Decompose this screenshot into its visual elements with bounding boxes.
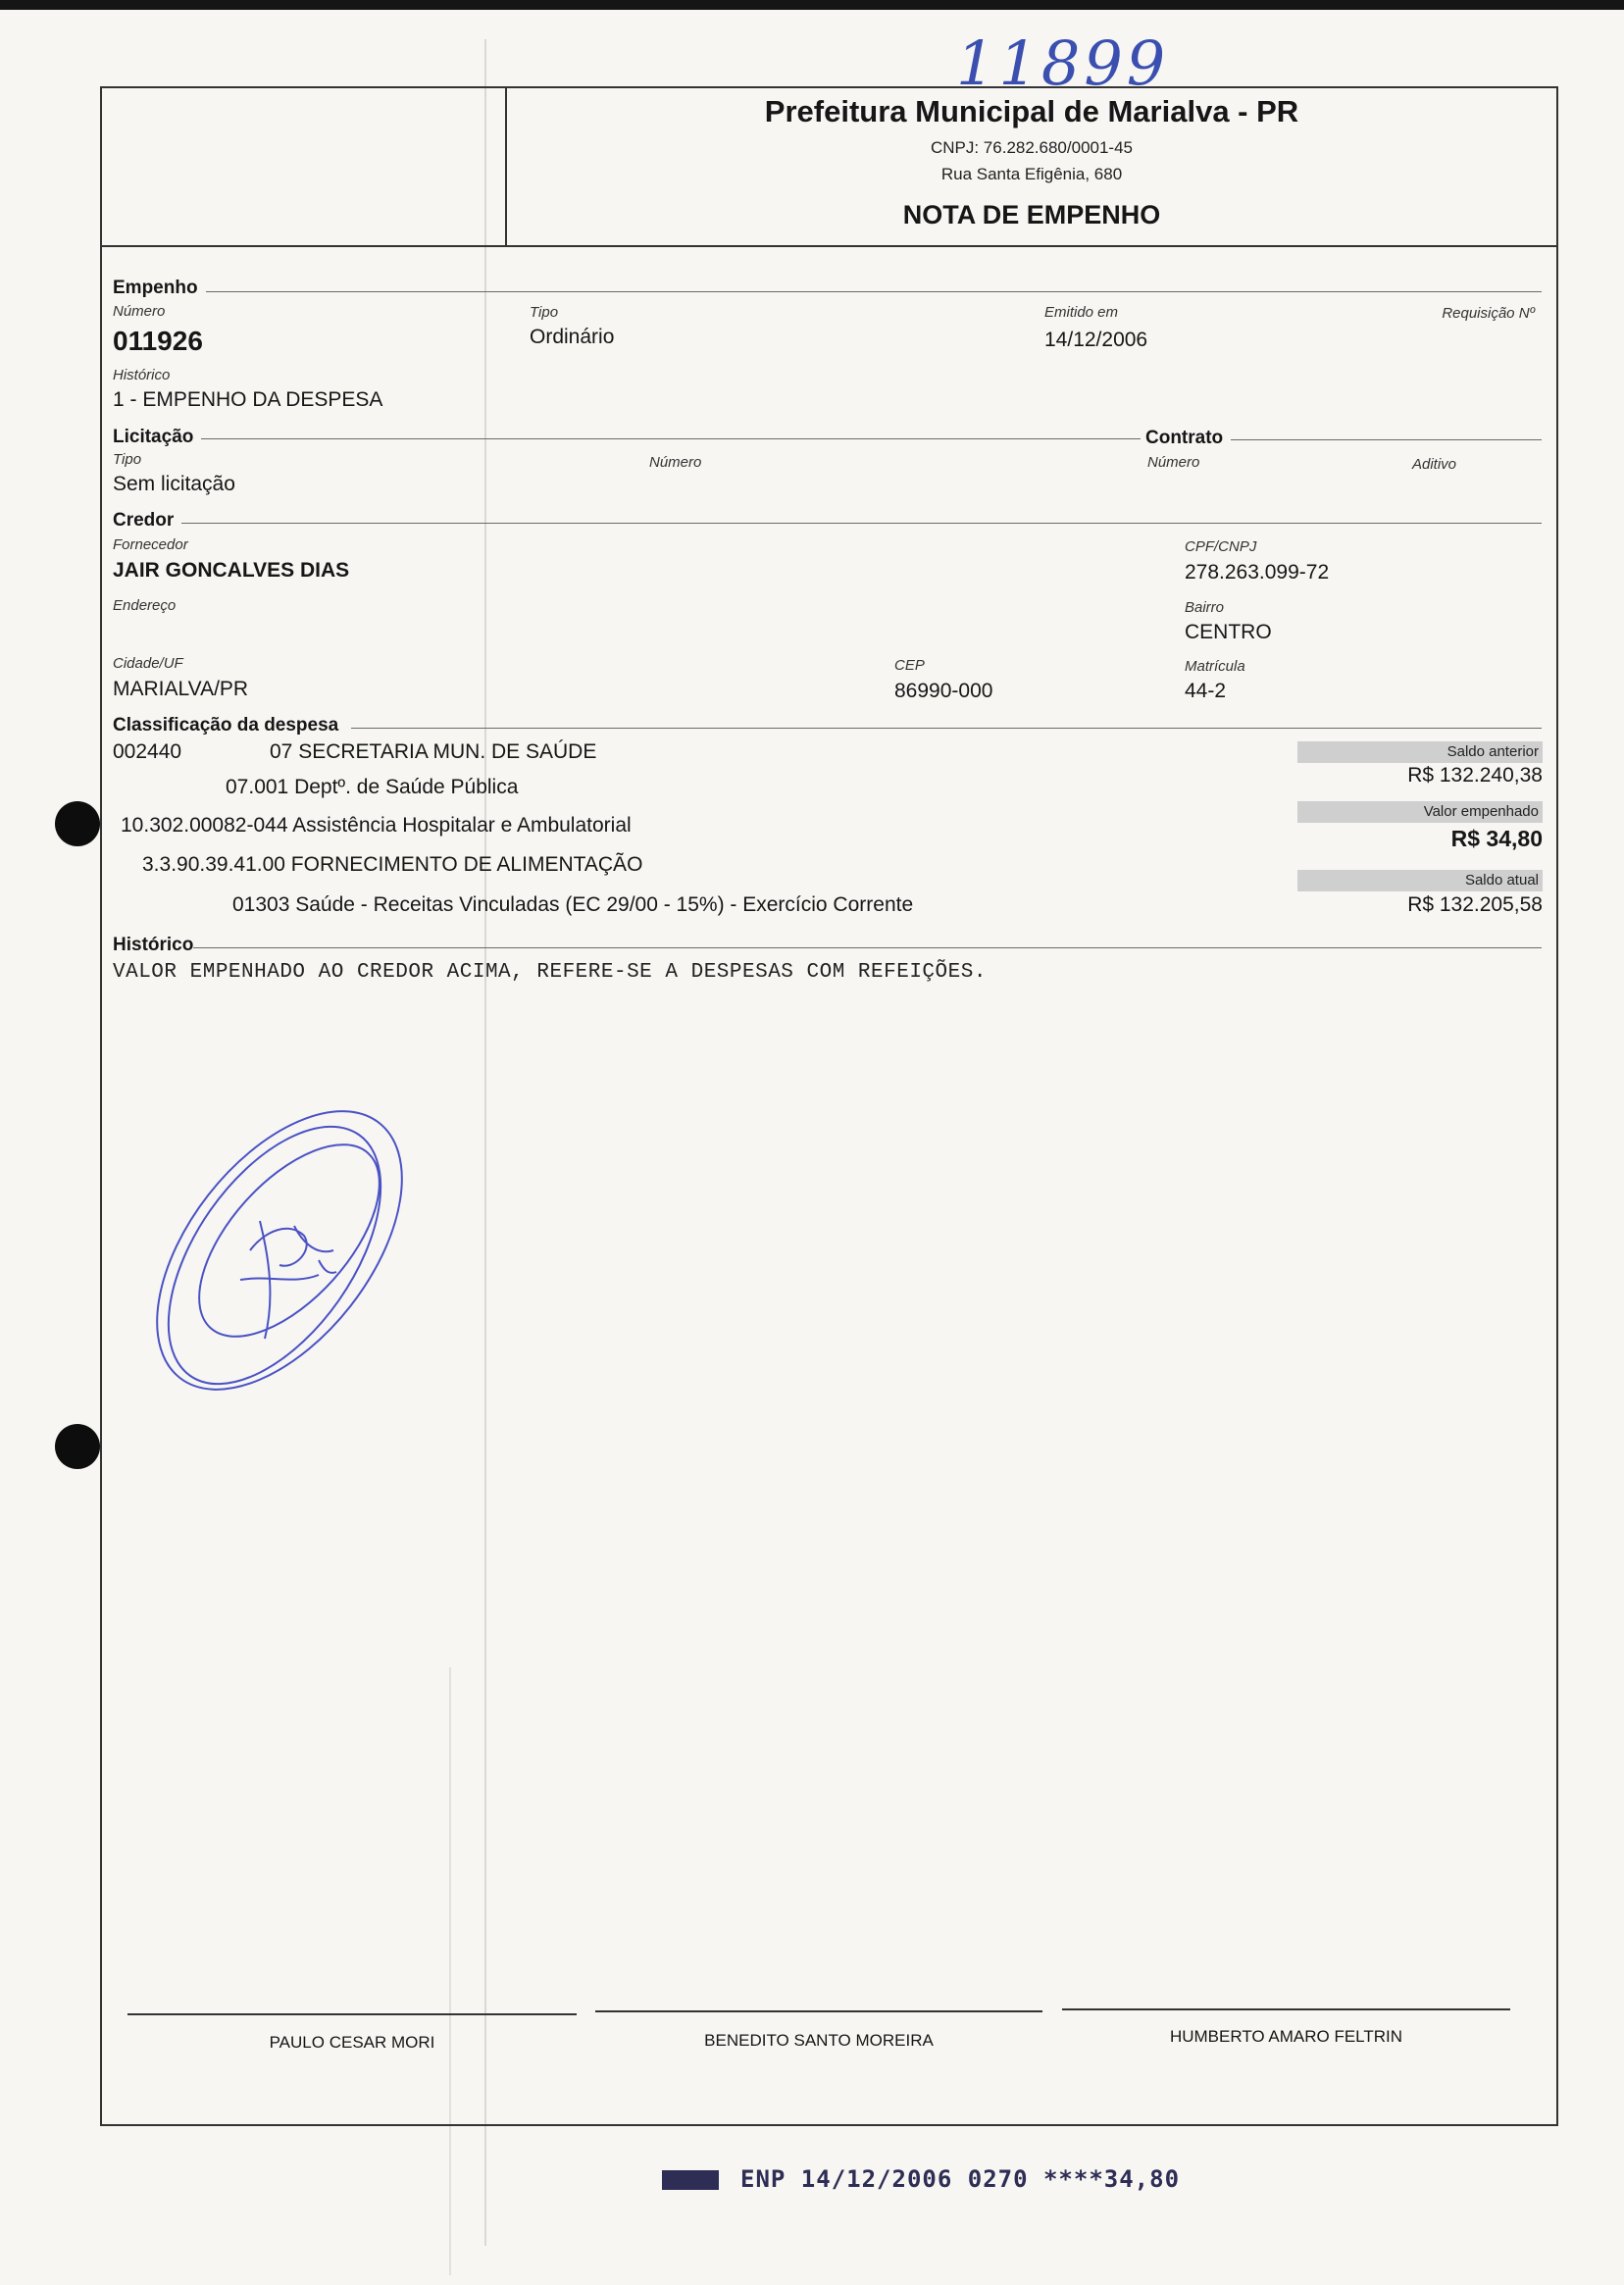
cpf-label: CPF/CNPJ (1185, 538, 1257, 555)
historico-text: VALOR EMPENHADO AO CREDOR ACIMA, REFERE-SE A DESPESAS COM REFEIÇÕES. (113, 961, 987, 984)
section-credor: Credor (113, 510, 175, 531)
saldo-atual-value: R$ 132.205,58 (1407, 893, 1543, 916)
bairro-label: Bairro (1185, 599, 1225, 616)
section-rule (193, 947, 1542, 948)
signatory-name: PAULO CESAR MORI (269, 2033, 435, 2052)
signature-line (1062, 2008, 1510, 2010)
empenho-tipo: Ordinário (530, 326, 615, 348)
licitacao-numero-label: Número (649, 454, 702, 471)
signatory-name: HUMBERTO AMARO FELTRIN (1169, 2027, 1403, 2046)
valor-empenhado-value: R$ 34,80 (1450, 826, 1543, 851)
historico-value: 1 - EMPENHO DA DESPESA (113, 388, 383, 411)
stamp-logo-icon (662, 2170, 719, 2190)
empenho-numero: 011926 (113, 326, 203, 356)
historico-label: Histórico (113, 367, 171, 383)
section-rule (351, 728, 1542, 729)
requisicao-label: Requisição Nº (1442, 305, 1535, 322)
classificacao-unidade: 07.001 Deptº. de Saúde Pública (226, 776, 519, 798)
section-rule (201, 438, 1141, 439)
section-historico: Histórico (113, 935, 194, 955)
document-title: NOTA DE EMPENHO (902, 200, 1161, 229)
empenho-tipo-label: Tipo (530, 304, 559, 321)
section-empenho: Empenho (113, 278, 198, 298)
stamp-text: ENP 14/12/2006 0270 ****34,80 (740, 2165, 1181, 2193)
section-rule (181, 523, 1542, 524)
section-rule (206, 291, 1542, 292)
bairro-value: CENTRO (1185, 621, 1272, 643)
section-contrato: Contrato (1145, 428, 1224, 448)
saldo-anterior-label: Saldo anterior (1297, 741, 1543, 763)
cep-label: CEP (894, 657, 925, 674)
saldo-atual-label: Saldo atual (1297, 870, 1543, 891)
header-address: Rua Santa Efigênia, 680 (940, 165, 1123, 183)
classificacao-fonte: 01303 Saúde - Receitas Vinculadas (EC 29/00 - 15%) - Exercício Corrente (232, 893, 914, 916)
signatory-name: BENEDITO SANTO MOREIRA (704, 2031, 934, 2050)
header-cnpj: CNPJ: 76.282.680/0001-45 (930, 138, 1134, 157)
emitido-label: Emitido em (1044, 304, 1119, 321)
contrato-numero-label: Número (1147, 454, 1200, 471)
cidade-value: MARIALVA/PR (113, 678, 249, 700)
signature-line (595, 2010, 1042, 2012)
cpf-value: 278.263.099-72 (1185, 561, 1330, 584)
contrato-aditivo-label: Aditivo (1412, 456, 1457, 473)
signature-scribble (93, 1064, 476, 1437)
saldo-anterior-value: R$ 132.240,38 (1407, 764, 1543, 787)
classificacao-elemento: 3.3.90.39.41.00 FORNECIMENTO DE ALIMENTAÇÃO (142, 853, 643, 876)
classificacao-acao: 10.302.00082-044 Assistência Hospitalar e Ambulatorial (121, 814, 632, 837)
header-divider (100, 245, 1558, 247)
page-title: Prefeitura Municipal de Marialva - PR (764, 94, 1299, 128)
cep-value: 86990-000 (894, 680, 993, 702)
fornecedor-value: JAIR GONCALVES DIAS (113, 559, 350, 582)
matricula-value: 44-2 (1185, 680, 1227, 702)
scan-edge (0, 0, 1624, 10)
emitido-date: 14/12/2006 (1044, 329, 1148, 351)
empenho-numero-label: Número (113, 303, 166, 320)
cidade-label: Cidade/UF (113, 655, 183, 672)
punch-hole (55, 801, 100, 846)
section-rule (1231, 439, 1542, 440)
matricula-label: Matrícula (1185, 658, 1245, 675)
endereco-label: Endereço (113, 597, 177, 614)
classificacao-orgao: 07 SECRETARIA MUN. DE SAÚDE (270, 740, 597, 763)
authentication-stamp (662, 2165, 1180, 2193)
licitacao-tipo-label: Tipo (113, 451, 142, 468)
valor-empenhado-label: Valor empenhado (1297, 801, 1543, 823)
signature-line (127, 2013, 577, 2015)
classificacao-code: 002440 (113, 740, 182, 763)
section-classificacao: Classificação da despesa (113, 715, 339, 736)
fornecedor-label: Fornecedor (113, 536, 188, 553)
handwritten-number: 11899 (956, 27, 1170, 99)
section-licitacao: Licitação (113, 427, 194, 447)
licitacao-tipo: Sem licitação (113, 473, 235, 495)
